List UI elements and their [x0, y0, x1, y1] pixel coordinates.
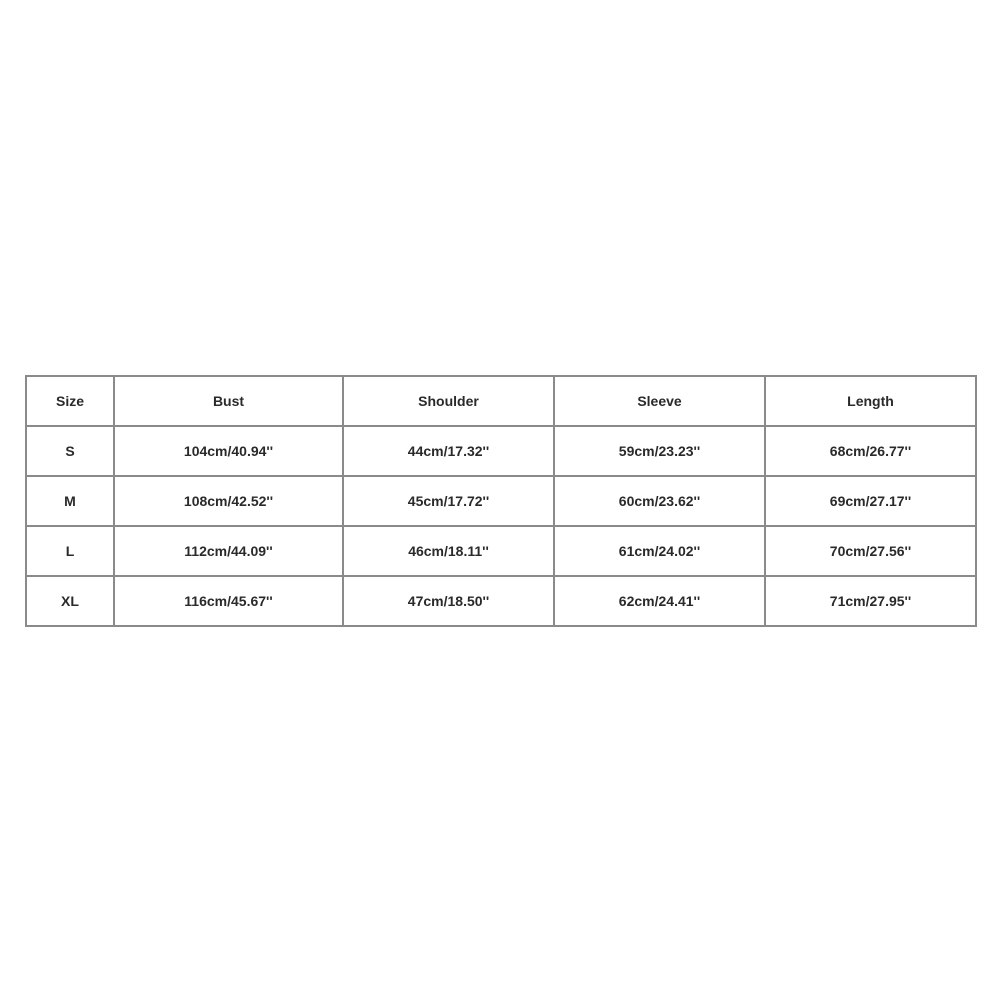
length-cell: 69cm/27.17''	[765, 476, 976, 526]
sleeve-cell: 62cm/24.41''	[554, 576, 765, 626]
sleeve-cell: 61cm/24.02''	[554, 526, 765, 576]
size-cell: M	[26, 476, 114, 526]
header-length: Length	[765, 376, 976, 426]
table-row	[26, 476, 976, 526]
bust-cell: 104cm/40.94''	[114, 426, 343, 476]
header-bust: Bust	[114, 376, 343, 426]
size-cell: S	[26, 426, 114, 476]
sleeve-cell: 59cm/23.23''	[554, 426, 765, 476]
sleeve-cell: 60cm/23.62''	[554, 476, 765, 526]
size-cell: L	[26, 526, 114, 576]
table-row	[26, 576, 976, 626]
header-shoulder: Shoulder	[343, 376, 554, 426]
bust-cell: 112cm/44.09''	[114, 526, 343, 576]
bust-cell: 108cm/42.52''	[114, 476, 343, 526]
table-row	[26, 426, 976, 476]
table-row	[26, 526, 976, 576]
shoulder-cell: 45cm/17.72''	[343, 476, 554, 526]
shoulder-cell: 47cm/18.50''	[343, 576, 554, 626]
table-header-row	[26, 376, 976, 426]
shoulder-cell: 46cm/18.11''	[343, 526, 554, 576]
length-cell: 70cm/27.56''	[765, 526, 976, 576]
header-sleeve: Sleeve	[554, 376, 765, 426]
header-size: Size	[26, 376, 114, 426]
bust-cell: 116cm/45.67''	[114, 576, 343, 626]
size-cell: XL	[26, 576, 114, 626]
size-chart-table	[25, 375, 977, 627]
shoulder-cell: 44cm/17.32''	[343, 426, 554, 476]
length-cell: 71cm/27.95''	[765, 576, 976, 626]
length-cell: 68cm/26.77''	[765, 426, 976, 476]
